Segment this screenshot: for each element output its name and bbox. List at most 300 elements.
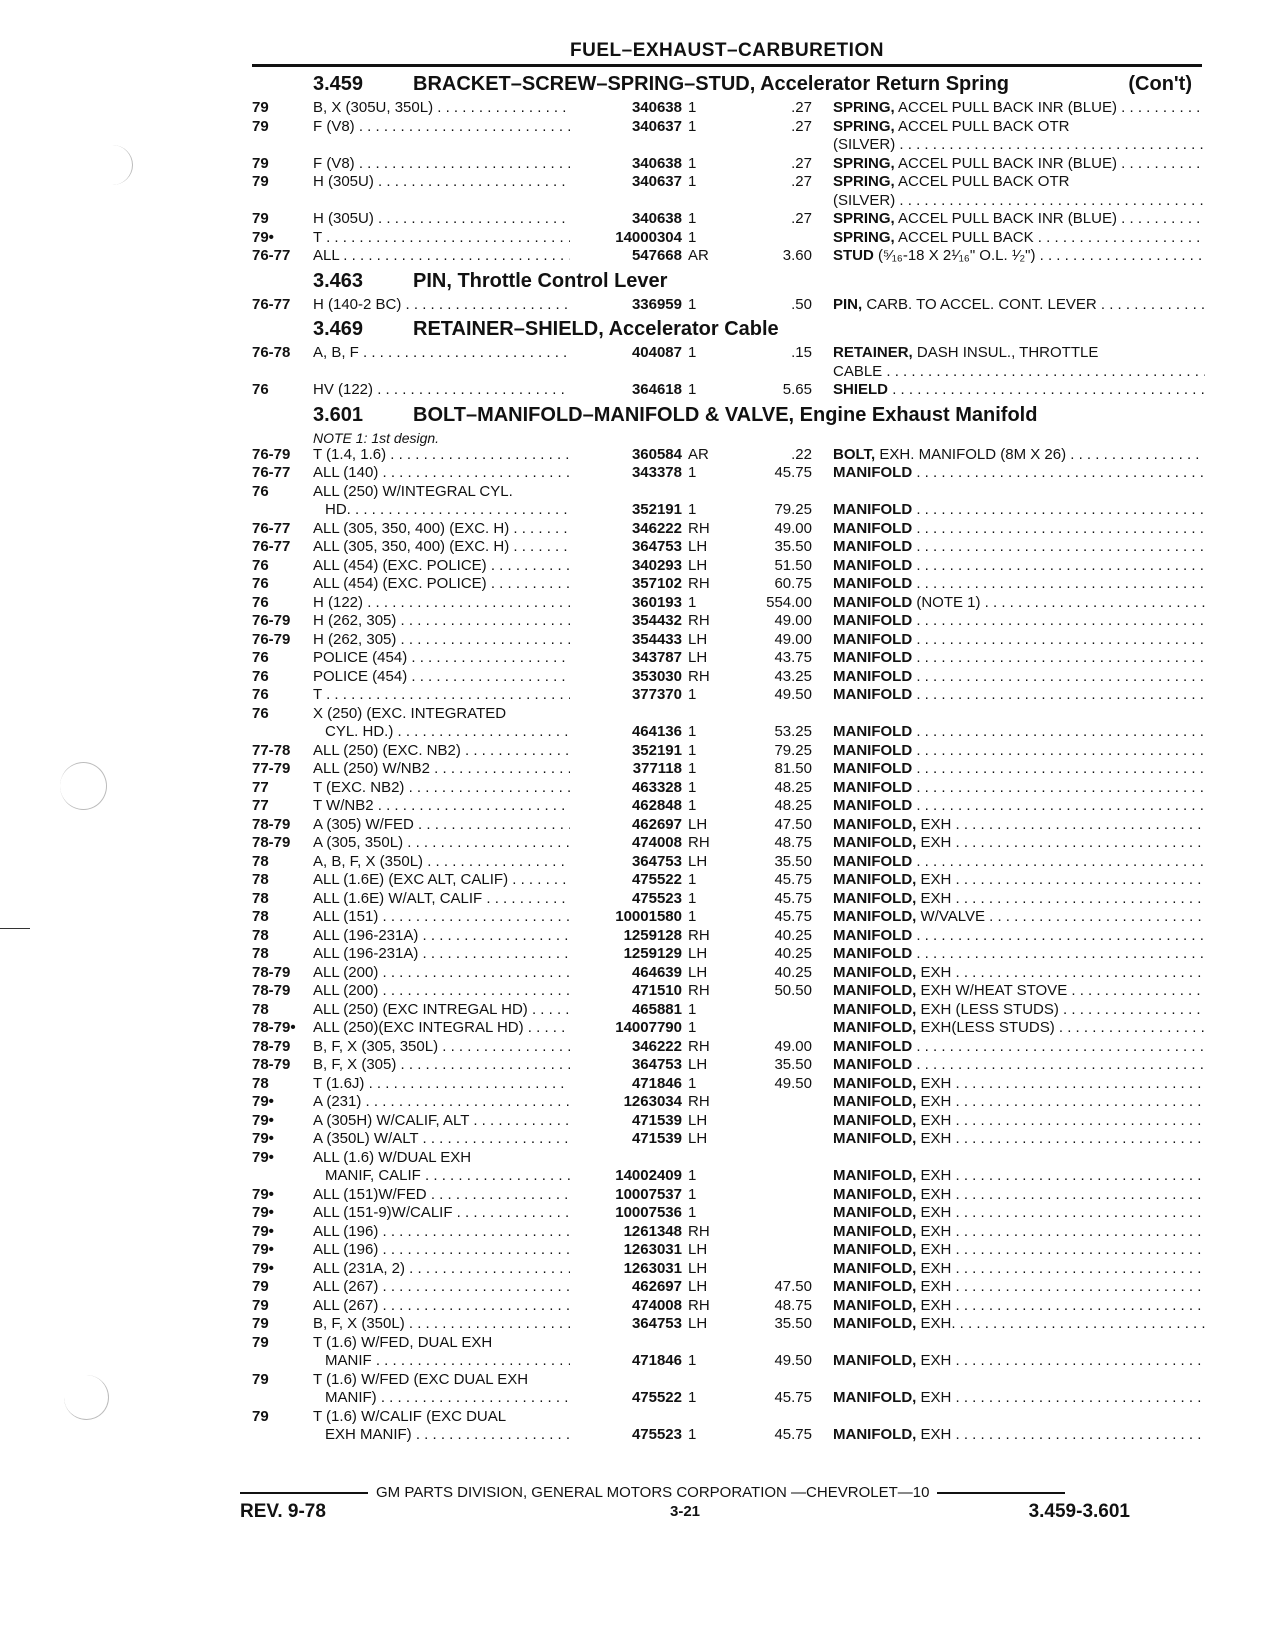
quantity: 1 — [688, 295, 697, 313]
section-heading — [313, 404, 1202, 427]
part-number: 14002409 — [570, 1167, 682, 1186]
model-application: B, F, X (305, 350L) . . . — [313, 1038, 598, 1057]
model-application: POLICE (454) . . . — [313, 668, 598, 687]
description-detail: CARB. TO ACCEL. CONT. LEVER — [866, 295, 1097, 313]
model-year: 76 — [252, 556, 269, 574]
part-row — [252, 1130, 1202, 1149]
price: 79.25 — [774, 501, 812, 518]
quantity: LH — [688, 538, 708, 555]
part-row — [252, 1260, 1202, 1279]
description-detail: EXH — [920, 1111, 952, 1129]
part-row — [252, 575, 1202, 594]
model-year: 79• — [252, 1241, 274, 1258]
model-application-cont: MANIF) . . . — [313, 1389, 610, 1408]
part-description — [833, 247, 1205, 266]
model-application-cont: MANIF . . . — [313, 1352, 610, 1371]
model-application: H (262, 305) . . . — [313, 631, 598, 650]
description-type: MANIFOLD, — [833, 1426, 917, 1443]
model-year: 79• — [252, 1093, 274, 1110]
model-application: B, F, X (305) . . . — [313, 1056, 598, 1075]
part-row — [252, 381, 1202, 400]
section-title: BOLT–MANIFOLD–MANIFOLD & VALVE, Engine Exhaust Manifold — [413, 403, 1038, 426]
part-number: 360193 — [570, 594, 682, 613]
model-year: 79 — [252, 173, 269, 190]
part-description — [833, 1001, 1205, 1020]
part-number: 377118 — [570, 760, 682, 779]
part-number: 340638 — [570, 210, 682, 229]
model-application: A, B, F . . . — [313, 344, 598, 363]
part-description — [833, 155, 1205, 174]
part-row — [252, 945, 1202, 964]
part-row — [252, 1001, 1202, 1020]
part-row — [252, 1334, 1202, 1353]
page-number: 3-21 — [670, 1503, 701, 1520]
part-number: 475522 — [570, 1389, 682, 1408]
quantity: LH — [688, 963, 708, 981]
price: 81.50 — [774, 760, 812, 777]
quantity: 1 — [688, 686, 697, 703]
description-detail: EXH — [920, 1278, 952, 1295]
part-description — [833, 686, 1205, 705]
header-rule — [252, 64, 1202, 67]
model-year: 76 — [252, 381, 269, 398]
price: 49.50 — [774, 1074, 812, 1092]
quantity: LH — [688, 1315, 708, 1332]
model-application: T . . . — [313, 229, 598, 248]
model-application: ALL (1.6E) (EXC ALT, CALIF) . . . — [313, 871, 598, 890]
quantity: 1 — [688, 173, 697, 190]
model-year: 76-77 — [252, 464, 291, 481]
part-row — [252, 834, 1202, 853]
quantity: RH — [688, 834, 710, 851]
description-detail: EXH(LESS STUDS) — [920, 1019, 1055, 1036]
page-footer — [240, 1484, 1140, 1525]
part-number: 462697 — [570, 816, 682, 835]
part-row — [252, 612, 1202, 631]
price: 35.50 — [774, 852, 812, 870]
section-title: PIN, Throttle Control Lever — [413, 269, 668, 292]
part-row — [252, 538, 1202, 557]
quantity: 1 — [688, 741, 697, 759]
part-row — [252, 1278, 1202, 1297]
description-type: SPRING, — [833, 99, 895, 116]
quantity: 1 — [688, 797, 697, 814]
part-number: 471510 — [570, 982, 682, 1001]
price: 45.75 — [774, 871, 812, 888]
part-row-continued — [252, 136, 1202, 155]
model-year: 78-79• — [252, 1019, 296, 1036]
part-description — [833, 982, 1205, 1001]
part-number: 464136 — [570, 723, 682, 742]
model-application: F (V8) . . . — [313, 155, 598, 174]
part-number: 343787 — [570, 649, 682, 668]
price: .27 — [791, 117, 812, 135]
description-type: MANIFOLD — [833, 501, 913, 518]
model-application: T . . . — [313, 686, 598, 705]
footer-row — [240, 1501, 1140, 1525]
description-type: MANIFOLD, — [833, 1241, 917, 1258]
part-row — [252, 797, 1202, 816]
description-detail: ACCEL PULL BACK INR (BLUE) — [898, 210, 1117, 227]
description-detail: EXH — [920, 1185, 952, 1203]
part-row — [252, 1223, 1202, 1242]
description-type: MANIFOLD, — [833, 871, 917, 888]
model-year: 79• — [252, 1130, 274, 1147]
price: 47.50 — [774, 1278, 812, 1295]
quantity: RH — [688, 1093, 710, 1110]
part-description — [833, 668, 1205, 687]
model-year: 76 — [252, 667, 269, 685]
model-application: ALL (196) . . . — [313, 1223, 598, 1242]
part-description — [833, 742, 1205, 761]
part-row — [252, 964, 1202, 983]
model-application: T (1.6J) . . . — [313, 1075, 598, 1094]
part-row — [252, 908, 1202, 927]
part-number: 343378 — [570, 464, 682, 483]
price: 45.75 — [774, 908, 812, 925]
part-row — [252, 816, 1202, 835]
part-description — [833, 594, 1205, 613]
part-row — [252, 853, 1202, 872]
model-application: A (305) W/FED . . . — [313, 816, 598, 835]
price: 35.50 — [774, 538, 812, 555]
description-type: MANIFOLD, — [833, 1000, 917, 1018]
footer-rule-right — [937, 1492, 1065, 1494]
description-detail: DASH INSUL., THROTTLE — [916, 344, 1099, 361]
part-number: 340638 — [570, 155, 682, 174]
part-description — [833, 1038, 1205, 1057]
price: 40.25 — [774, 963, 812, 981]
part-description — [833, 501, 1205, 520]
part-description — [833, 520, 1205, 539]
part-description — [833, 1167, 1205, 1186]
quantity: 1 — [688, 1389, 697, 1406]
quantity: LH — [688, 556, 708, 574]
description-detail: ACCEL PULL BACK OTR — [898, 173, 1070, 190]
price: 35.50 — [774, 1315, 812, 1332]
description-type: STUD — [833, 247, 874, 264]
parts-content — [252, 73, 1202, 1445]
part-row — [252, 982, 1202, 1001]
part-row — [252, 1186, 1202, 1205]
part-row — [252, 705, 1202, 724]
model-application: HV (122) . . . — [313, 381, 598, 400]
part-row — [252, 483, 1202, 502]
part-number: 471846 — [570, 1075, 682, 1094]
part-number: 471539 — [570, 1112, 682, 1131]
quantity: 1 — [688, 464, 697, 481]
model-year: 79• — [252, 1111, 274, 1129]
part-description — [833, 1075, 1205, 1094]
model-application: ALL (140) . . . — [313, 464, 598, 483]
part-row — [252, 1093, 1202, 1112]
part-description — [833, 1297, 1205, 1316]
part-description — [833, 927, 1205, 946]
quantity: LH — [688, 852, 708, 870]
description-type: SPRING, — [833, 154, 895, 172]
description-type: MANIFOLD, — [833, 1278, 917, 1295]
description-type: BOLT, — [833, 445, 876, 463]
description-detail: EXH — [920, 1389, 952, 1406]
section-range: 3.459-3.601 — [1028, 1501, 1130, 1522]
description-type: MANIFOLD — [833, 630, 913, 648]
model-year: 78 — [252, 945, 269, 962]
quantity: LH — [688, 649, 708, 666]
quantity: 1 — [688, 210, 697, 227]
part-description — [833, 575, 1205, 594]
description-detail: EXH — [920, 963, 952, 981]
model-year: 78-79 — [252, 963, 291, 981]
model-year: 79• — [252, 1259, 274, 1277]
part-row-continued — [252, 363, 1202, 382]
part-description — [833, 853, 1205, 872]
section-number: 3.459 — [313, 73, 364, 95]
part-number: 360584 — [570, 446, 682, 465]
part-row — [252, 890, 1202, 909]
part-number: 10007537 — [570, 1186, 682, 1205]
model-application: T (1.6) W/FED, DUAL EXH — [313, 1333, 493, 1351]
price: .50 — [791, 295, 812, 313]
part-description — [833, 1223, 1205, 1242]
quantity: RH — [688, 926, 710, 944]
model-application: A, B, F, X (350L) . . . — [313, 853, 598, 872]
part-number: 346222 — [570, 1038, 682, 1057]
description-type: RETAINER, — [833, 344, 913, 361]
part-description — [833, 834, 1205, 853]
part-row — [252, 1019, 1202, 1038]
quantity: AR — [688, 445, 709, 463]
description-detail: EXH. — [920, 1315, 956, 1332]
description-type: MANIFOLD, — [833, 1296, 917, 1314]
model-year: 79• — [252, 1148, 274, 1166]
part-number: 463328 — [570, 779, 682, 798]
model-year: 76-77 — [252, 247, 291, 264]
model-year: 76 — [252, 575, 269, 592]
part-description — [833, 464, 1205, 483]
part-description — [833, 631, 1205, 650]
part-description — [833, 538, 1205, 557]
model-application: T (1.6) W/FED (EXC DUAL EXH — [313, 1370, 529, 1388]
price: 40.25 — [774, 945, 812, 962]
part-row-continued — [252, 723, 1202, 742]
part-number: 340637 — [570, 118, 682, 137]
description-type: SPRING, — [833, 173, 895, 190]
part-row — [252, 668, 1202, 687]
part-description-cont: CABLE . . . — [833, 363, 1205, 382]
model-application: ALL (151-9)W/CALIF . . . — [313, 1204, 598, 1223]
model-year: 76-77 — [252, 538, 291, 555]
model-application: ALL (250) W/NB2 . . . — [313, 760, 598, 779]
description-type: MANIFOLD — [833, 575, 913, 592]
description-type: MANIFOLD, — [833, 1352, 917, 1369]
model-application: ALL (231A, 2) . . . — [313, 1260, 598, 1279]
description-detail: ACCEL PULL BACK INR (BLUE) — [898, 154, 1117, 172]
part-description — [833, 760, 1205, 779]
part-row — [252, 173, 1202, 192]
description-detail: (NOTE 1) — [916, 593, 981, 611]
part-description — [833, 557, 1205, 576]
description-type: MANIFOLD, — [833, 1389, 917, 1406]
part-description — [833, 381, 1205, 400]
part-row — [252, 344, 1202, 363]
model-application: ALL (196-231A) . . . — [313, 927, 598, 946]
description-type: MANIFOLD, — [833, 1204, 917, 1221]
part-description — [833, 446, 1205, 465]
part-row — [252, 557, 1202, 576]
part-row — [252, 210, 1202, 229]
part-description — [833, 229, 1205, 248]
description-detail: ACCEL PULL BACK OTR — [898, 117, 1070, 135]
description-type: MANIFOLD — [833, 593, 913, 611]
part-number: 462697 — [570, 1278, 682, 1297]
quantity: AR — [688, 247, 709, 264]
part-description — [833, 1093, 1205, 1112]
part-number: 1263031 — [570, 1260, 682, 1279]
part-number: 1259128 — [570, 927, 682, 946]
model-year: 79 — [252, 117, 269, 135]
part-row — [252, 1297, 1202, 1316]
description-detail: W/VALVE — [920, 908, 985, 925]
model-application: ALL (250) W/INTEGRAL CYL. — [313, 482, 513, 500]
quantity: 1 — [688, 778, 697, 796]
model-year: 76-77 — [252, 295, 291, 313]
quantity: 1 — [688, 889, 697, 907]
part-description — [833, 1204, 1205, 1223]
price: 60.75 — [774, 575, 812, 592]
model-application-cont: MANIF, CALIF . . . — [313, 1167, 610, 1186]
part-number: 471539 — [570, 1130, 682, 1149]
part-number: 340638 — [570, 99, 682, 118]
model-year: 78 — [252, 926, 269, 944]
model-year: 78 — [252, 1000, 269, 1018]
part-number: 364753 — [570, 1315, 682, 1334]
part-number: 352191 — [570, 501, 682, 520]
quantity: 1 — [688, 1352, 697, 1369]
quantity: RH — [688, 575, 710, 592]
description-type: MANIFOLD, — [833, 963, 917, 981]
model-application: ALL (151) . . . — [313, 908, 598, 927]
part-number: 474008 — [570, 834, 682, 853]
part-row — [252, 1204, 1202, 1223]
part-description — [833, 890, 1205, 909]
description-type: MANIFOLD — [833, 723, 913, 740]
part-row — [252, 1075, 1202, 1094]
description-type: MANIFOLD — [833, 649, 913, 666]
part-row — [252, 927, 1202, 946]
description-type: MANIFOLD — [833, 760, 913, 777]
model-year: 78 — [252, 908, 269, 925]
price: 49.00 — [774, 1037, 812, 1055]
description-type: MANIFOLD — [833, 556, 913, 574]
part-row — [252, 1241, 1202, 1260]
part-row-continued — [252, 1389, 1202, 1408]
price: 3.60 — [782, 247, 812, 264]
model-application: ALL (267) . . . — [313, 1297, 598, 1316]
model-year: 76 — [252, 593, 269, 611]
description-type: MANIFOLD, — [833, 1130, 917, 1147]
description-type: MANIFOLD, — [833, 889, 917, 907]
part-number: 1261348 — [570, 1223, 682, 1242]
parts-catalog-page — [252, 40, 1202, 1445]
model-year: 79 — [252, 99, 269, 116]
model-year: 78-79 — [252, 982, 291, 999]
part-row — [252, 594, 1202, 613]
price: .27 — [791, 210, 812, 227]
quantity: LH — [688, 630, 708, 648]
description-type: MANIFOLD — [833, 945, 913, 962]
model-application: ALL (267) . . . — [313, 1278, 598, 1297]
model-application: ALL (196) . . . — [313, 1241, 598, 1260]
model-year: 79• — [252, 1185, 274, 1203]
part-description — [833, 344, 1205, 363]
part-number: 357102 — [570, 575, 682, 594]
quantity: LH — [688, 1111, 708, 1129]
description-type: SPRING, — [833, 117, 895, 135]
section-continued: (Con't) — [1128, 73, 1192, 95]
model-application: ALL . . . — [313, 247, 598, 266]
part-row — [252, 296, 1202, 315]
description-type: MANIFOLD, — [833, 834, 917, 851]
quantity: RH — [688, 1037, 710, 1055]
part-number: 404087 — [570, 344, 682, 363]
model-application: H (305U) . . . — [313, 210, 598, 229]
part-row — [252, 520, 1202, 539]
description-detail: EXH — [920, 1352, 952, 1369]
price: 47.50 — [774, 815, 812, 833]
part-row — [252, 1408, 1202, 1427]
quantity: 1 — [688, 99, 697, 116]
description-detail: EXH — [920, 1296, 952, 1314]
model-year: 79 — [252, 1333, 269, 1351]
model-application: X (250) (EXC. INTEGRATED — [313, 704, 507, 722]
part-row-continued — [252, 1426, 1202, 1445]
model-application: ALL (196-231A) . . . — [313, 945, 598, 964]
description-type: MANIFOLD — [833, 926, 913, 944]
description-detail: ACCEL PULL BACK — [898, 228, 1034, 246]
part-number: 475523 — [570, 1426, 682, 1445]
price: 45.75 — [774, 1426, 812, 1443]
description-detail: ACCEL PULL BACK INR (BLUE) — [898, 99, 1117, 116]
description-detail: EXH — [920, 815, 952, 833]
part-number: 475522 — [570, 871, 682, 890]
part-row-continued — [252, 1167, 1202, 1186]
description-detail: EXH. MANIFOLD (8M X 26) — [879, 445, 1067, 463]
model-application: A (305, 350L) . . . — [313, 834, 598, 853]
part-row — [252, 686, 1202, 705]
quantity: 1 — [688, 228, 697, 246]
quantity: 1 — [688, 871, 697, 888]
part-row — [252, 1315, 1202, 1334]
price: 5.65 — [782, 381, 812, 398]
footer-rule-left — [240, 1492, 368, 1494]
quantity: 1 — [688, 593, 697, 611]
part-number: 10001580 — [570, 908, 682, 927]
model-year: 79 — [252, 154, 269, 172]
price: 48.75 — [774, 834, 812, 851]
price: 48.25 — [774, 778, 812, 796]
part-row — [252, 631, 1202, 650]
quantity: 1 — [688, 344, 697, 361]
model-year: 79• — [252, 228, 274, 246]
description-detail: EXH — [920, 1222, 952, 1240]
part-number: 354432 — [570, 612, 682, 631]
model-application: ALL (250)(EXC INTEGRAL HD) . . . — [313, 1019, 598, 1038]
part-row — [252, 1056, 1202, 1075]
part-number: 346222 — [570, 520, 682, 539]
section-heading — [313, 270, 1202, 293]
description-detail: EXH — [920, 1093, 952, 1110]
model-application-cont: HD. . . . — [313, 501, 610, 520]
